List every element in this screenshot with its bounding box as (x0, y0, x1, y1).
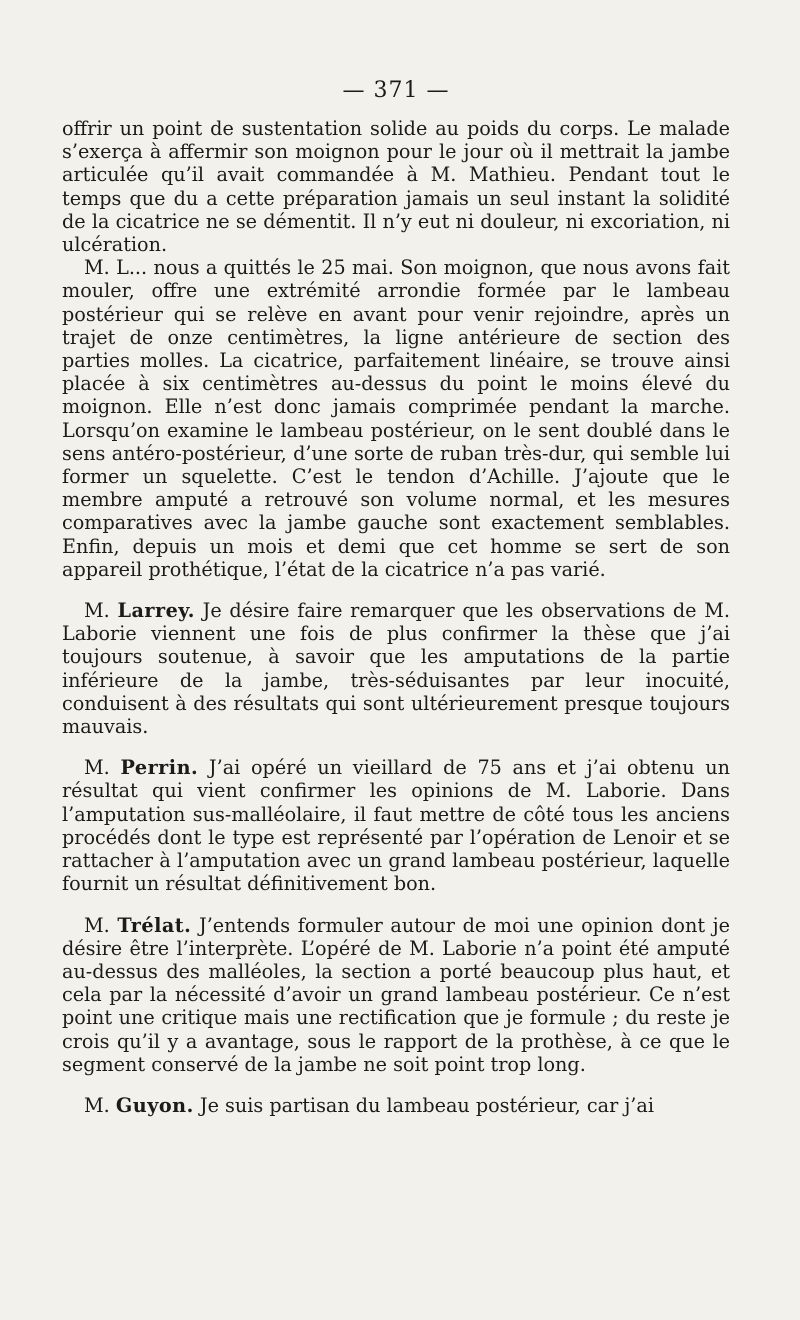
speaker-prefix: M. (84, 756, 110, 780)
paragraph-continuation: offrir un point de sustentation solide au poids du corps. Le malade s’exerça à affermir son moignon pour le jour où il mettrait la jambe articulée qu’il avait commandée à M. Mathieu. Pendant tout le temps que du a cette préparation jamais un seul instant la solidité de la cicatrice ne se démentit. Il n’y eut ni douleur, ni excoriation, ni ulcération. (62, 117, 730, 257)
speech-text: Je suis partisan du lambeau postérieur, car j’ai (199, 1093, 654, 1117)
speech-perrin (62, 756, 730, 895)
speaker-name-guyon: Guyon. (115, 1093, 194, 1117)
speech-trelat (62, 914, 730, 1076)
paragraph-case-report: M. L... nous a quittés le 25 mai. Son moignon, que nous avons fait mouler, offre une extrémité arrondie formée par le lambeau postérieur qui se relève en avant pour venir rejoindre, après un trajet de onze centimètres, la ligne antérieure de section des parties molles. La cicatrice, parfaitement linéaire, se trouve ainsi placée à six centimètres au-dessus du point le moins élevé du moignon. Elle n’est donc jamais comprimée pendant la marche. Lorsqu’on examine le lambeau postérieur, on le sent doublé dans le sens antéro-postérieur, d’une sorte de ruban très-dur, qui semble lui former un squelette. C’est le tendon d’Achille. J’ajoute que le membre amputé a retrouvé son volume normal, et les mesures comparatives avec la jambe gauche sont exactement semblables. Enfin, depuis un mois et demi que cet homme se sert de son appareil prothétique, l’état de la cicatrice n’a pas varié. (62, 256, 730, 581)
speaker-prefix: M. (84, 913, 110, 937)
speaker-prefix: M. (84, 1093, 110, 1117)
speaker-name-trelat: Trélat. (117, 913, 192, 937)
speech-text: J’ai opéré un vieillard de 75 ans et j’ai obtenu un résultat qui vient confirmer les opinions de M. Laborie. Dans l’amputation sus-malléolaire, il faut mettre de côté tous les anciens procédés dont le type est représenté par l’opération de Lenoir et se rattacher à l’amputation avec un grand lambeau postérieur, laquelle fournit un résultat définitivement bon. (62, 756, 730, 896)
speech-guyon (62, 1094, 730, 1117)
speaker-name-perrin: Perrin. (120, 756, 199, 780)
page-number: — 371 — (342, 78, 450, 103)
speaker-name-larrey: Larrey. (117, 599, 195, 623)
speech-text: J’entends formuler autour de moi une opinion dont je désire être l’interprète. L’opéré de M. Laborie n’a point été amputé au-dessus des malléoles, la section a porté beaucoup plus haut, et cela par la nécessité d’avoir un grand lambeau postérieur. Ce n’est point une critique mais une rectification que je formule ; du reste je crois qu’il y a avantage, sous le rapport de la prothèse, à ce que le segment conservé de la jambe ne soit point trop long. (62, 913, 730, 1076)
speech-larrey (62, 599, 730, 738)
speech-text: Je désire faire remarquer que les observations de M. Laborie viennent une fois de plus confirmer la thèse que j’ai toujours soutenue, à savoir que les amputations de la partie inférieure de la jambe, très-séduisantes par leur inocuité, conduisent à des résultats qui sont ultérieurement presque toujours mauvais. (62, 599, 730, 739)
speaker-prefix: M. (84, 599, 110, 623)
